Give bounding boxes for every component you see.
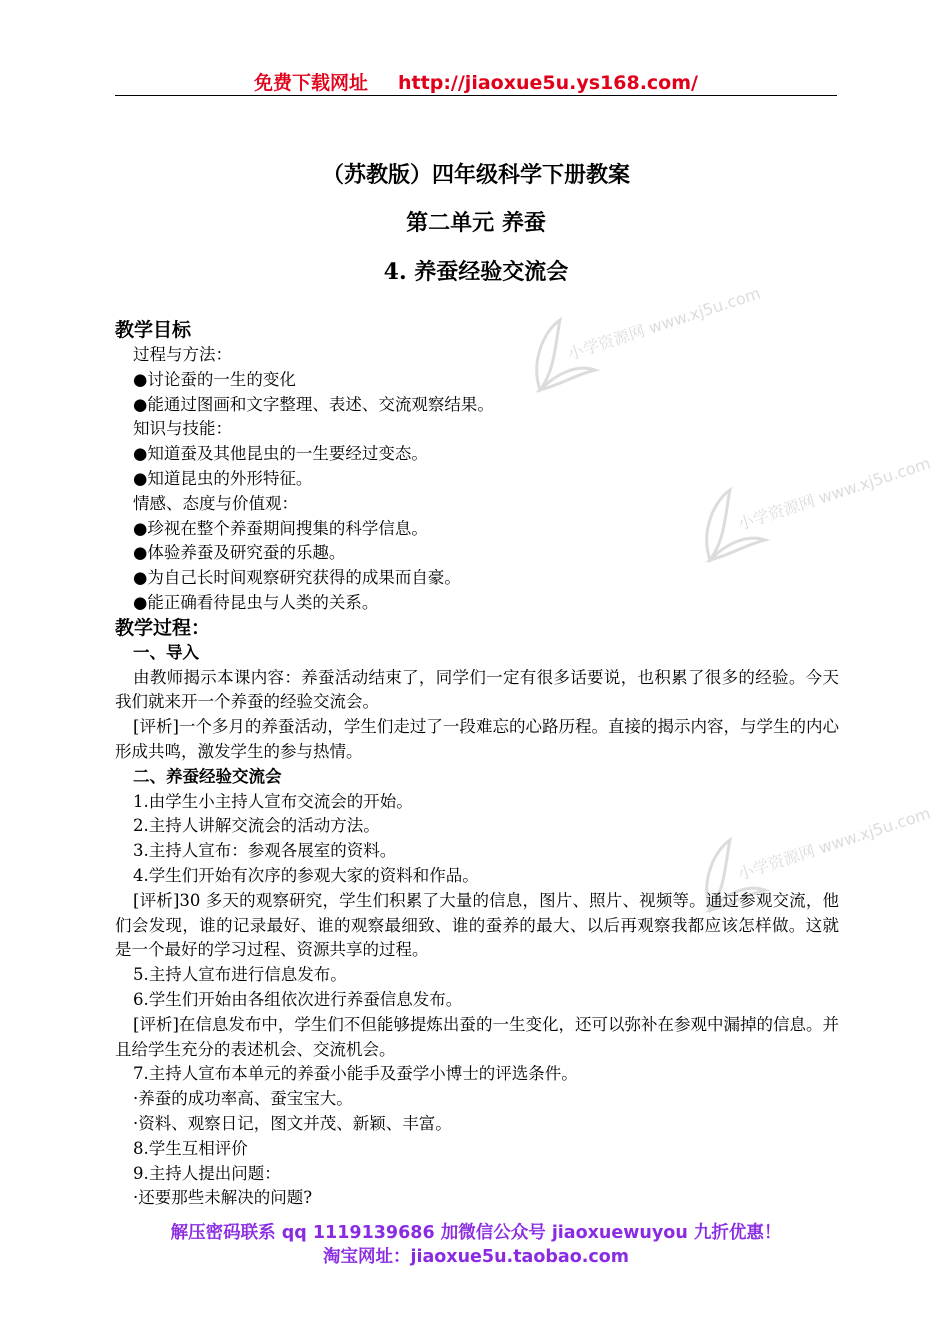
document-title: （苏教版）四年级科学下册教案 bbox=[321, 162, 630, 188]
bullet-item: ●体验养蚕及研究蚕的乐趣。 bbox=[133, 543, 346, 563]
comment-paragraph: [评析]30 多天的观察研究，学生们积累了大量的信息，图片、照片、视频等。通过参观交流，他们会发现，谁的记录最好、谁的观察最细致、谁的蚕养的最大、以后再观察我都应该怎样做。这就是一个最好的学习过程、资源共享的过程。 bbox=[115, 890, 839, 960]
subheading: 过程与方法： bbox=[133, 345, 232, 364]
watermark-text: 小学资源网 www.xj5u.com bbox=[565, 283, 763, 364]
header-divider bbox=[115, 95, 837, 96]
bullet-item: ●为自己长时间观察研究获得的成果而自豪。 bbox=[133, 568, 461, 588]
footer-contact: 解压密码联系 qq 1119139686 加微信公众号 jiaoxuewuyou 九折优惠！ bbox=[170, 1223, 782, 1243]
footer-shop-link[interactable]: 淘宝网址：jiaoxue5u.taobao.com bbox=[322, 1247, 630, 1267]
criterion-item: ·资料、观察日记，图文并茂、新颖、丰富。 bbox=[133, 1113, 452, 1133]
step-item: 6.学生们开始由各组依次进行养蚕信息发布。 bbox=[133, 989, 463, 1009]
comment-paragraph: [评析]在信息发布中，学生们不但能够提炼出蚕的一生变化，还可以弥补在参观中漏掉的信息。并且给学生充分的表述机会、交流机会。 bbox=[115, 1014, 839, 1059]
step-item: 5.主持人宣布进行信息发布。 bbox=[133, 965, 347, 985]
bullet-item: ●讨论蚕的一生的变化 bbox=[133, 369, 296, 389]
section-heading: 二、养蚕经验交流会 bbox=[133, 766, 282, 786]
header-label: 免费下载网址 bbox=[254, 72, 369, 94]
download-header bbox=[115, 68, 837, 94]
bullet-item: ●珍视在整个养蚕期间搜集的科学信息。 bbox=[133, 518, 428, 538]
lesson-body bbox=[115, 318, 839, 1211]
bullet-item: ●知道昆虫的外形特征。 bbox=[133, 468, 313, 488]
paragraph: 由教师揭示本课内容：养蚕活动结束了，同学们一定有很多话要说，也积累了很多的经验。今天我们就来开一个养蚕的经验交流会。 bbox=[115, 667, 839, 712]
step-item: 4.学生们开始有次序的参观大家的资料和作品。 bbox=[133, 865, 479, 885]
subheading: 知识与技能： bbox=[133, 419, 232, 439]
step-item: 3.主持人宣布：参观各展室的资料。 bbox=[133, 841, 397, 861]
step-item: 7.主持人宣布本单元的养蚕小能手及蚕学小博士的评选条件。 bbox=[133, 1064, 578, 1084]
unit-title: 第二单元 养蚕 bbox=[406, 210, 546, 236]
bullet-item: ●知道蚕及其他昆虫的一生要经过变态。 bbox=[133, 444, 428, 464]
header-url-link[interactable]: http://jiaoxue5u.ys168.com/ bbox=[398, 72, 698, 94]
comment-paragraph: [评析]一个多月的养蚕活动，学生们走过了一段难忘的心路历程。直接的揭示内容，与学生的内心形成共鸣，激发学生的参与热情。 bbox=[115, 717, 839, 761]
bullet-item: ●能正确看待昆虫与人类的关系。 bbox=[133, 592, 379, 612]
section-heading: 一、导入 bbox=[133, 642, 199, 662]
watermark-text: 小学资源网 www.xj5u.com bbox=[735, 803, 933, 884]
bullet-item: ●能通过图画和文字整理、表述、交流观察结果。 bbox=[133, 394, 494, 414]
criterion-item: ·养蚕的成功率高、蚕宝宝大。 bbox=[133, 1089, 353, 1109]
watermark-text: 小学资源网 www.xj5u.com bbox=[735, 453, 933, 534]
step-item: 2.主持人讲解交流会的活动方法。 bbox=[133, 816, 380, 836]
question-item: ·还要那些未解决的问题? bbox=[133, 1188, 313, 1208]
step-item: 8.学生互相评价 bbox=[133, 1138, 248, 1158]
step-item: 9.主持人提出问题： bbox=[133, 1163, 281, 1183]
step-item: 1.由学生小主持人宣布交流会的开始。 bbox=[133, 791, 413, 811]
process-heading: 教学过程： bbox=[115, 616, 211, 639]
lesson-title: 4. 养蚕经验交流会 bbox=[383, 259, 569, 285]
objectives-heading: 教学目标 bbox=[115, 319, 192, 341]
subheading: 情感、态度与价值观： bbox=[133, 493, 298, 513]
